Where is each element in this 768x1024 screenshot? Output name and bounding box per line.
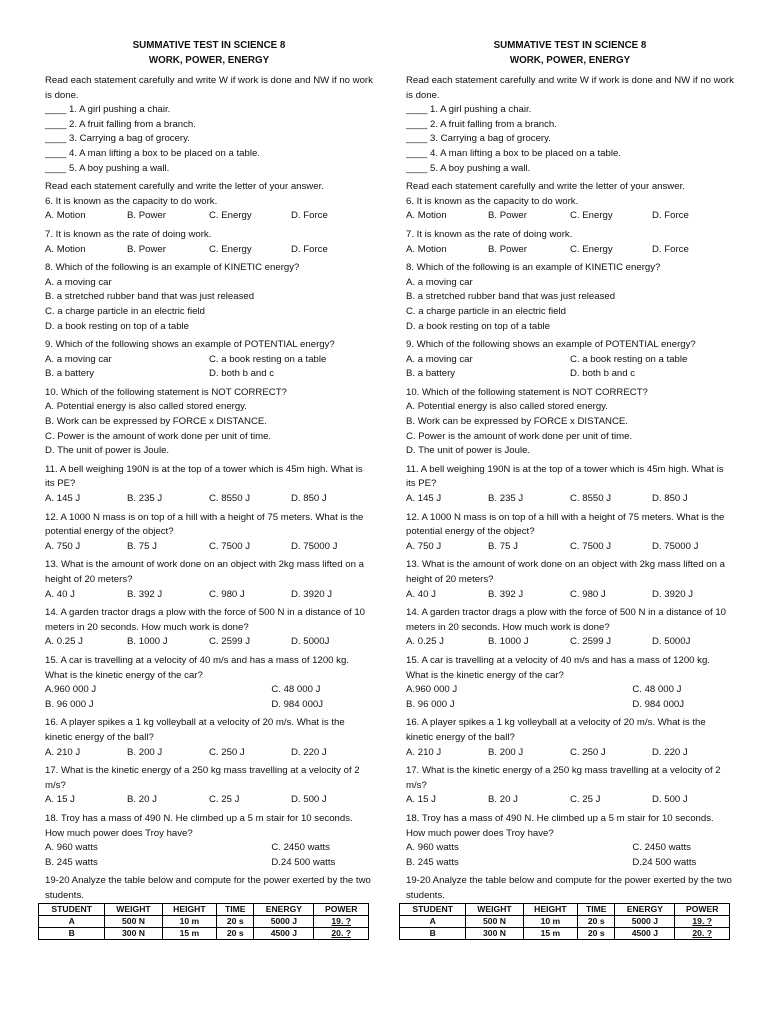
question-9: 9. Which of the following shows an example of POTENTIAL energy? xyxy=(45,339,335,351)
question-11: 11. A bell weighing 190N is at the top of a tower which is 45m high. What is its PE? xyxy=(45,463,363,490)
section1-item: ____ 3. Carrying a bag of grocery. xyxy=(45,133,190,145)
table-cell: 10 m xyxy=(523,916,578,928)
section1-item: ____ 1. A girl pushing a chair. xyxy=(406,104,532,116)
option: C. a charge particle in an electric field xyxy=(406,305,566,317)
question-14-options xyxy=(406,635,734,650)
section1-item: ____ 4. A man lifting a box to be placed on a table. xyxy=(45,147,260,159)
option: A. 960 watts xyxy=(406,842,459,854)
option: C. 8550 J xyxy=(570,493,612,505)
option: C. 2450 watts xyxy=(271,842,330,854)
option: A. 15 J xyxy=(406,794,436,806)
option: C. Energy xyxy=(570,243,613,255)
table-cell: 5000 J xyxy=(254,916,314,928)
option: D. both b and c xyxy=(570,368,636,380)
question-15-options-row2 xyxy=(406,698,734,713)
table-cell: 4500 J xyxy=(615,928,675,940)
question-9-options-row1 xyxy=(406,353,734,368)
option: C. 48 000 J xyxy=(271,684,321,696)
option: B. a stretched rubber band that was just released xyxy=(45,291,255,303)
question-16: 16. A player spikes a 1 kg volleyball at a velocity of 20 m/s. What is the kinetic energy of the ball? xyxy=(45,717,345,743)
table-header: HEIGHT xyxy=(162,904,217,916)
option: C. 25 J xyxy=(570,794,601,806)
option: D. 984 000J xyxy=(632,698,685,710)
option: D. 220 J xyxy=(652,746,688,758)
table-header: STUDENT xyxy=(39,904,105,916)
section1-item: ____ 5. A boy pushing a wall. xyxy=(45,162,170,174)
option: D. 500 J xyxy=(652,794,688,806)
option: B. a stretched rubber band that was just released xyxy=(406,291,616,303)
option: B. 200 J xyxy=(127,746,163,758)
table-cell: 20 s xyxy=(217,916,254,928)
option: B. Work can be expressed by FORCE x DISTANCE. xyxy=(45,416,267,428)
table-header: STUDENT xyxy=(400,904,466,916)
section1-item: ____ 2. A fruit falling from a branch. xyxy=(406,118,557,130)
question-14: 14. A garden tractor drags a plow with the force of 500 N in a distance of 10 meters in 20 seconds. How much work is done? xyxy=(406,607,726,633)
section1-item: ____ 5. A boy pushing a wall. xyxy=(406,162,531,174)
option: A. 40 J xyxy=(45,588,75,600)
table-cell: B xyxy=(39,928,105,940)
test-subtitle: WORK, POWER, ENERGY xyxy=(509,55,631,66)
option: B. Work can be expressed by FORCE x DISTANCE. xyxy=(406,416,628,428)
option: C. Energy xyxy=(570,210,613,222)
question-15-options-row1 xyxy=(45,683,373,698)
option: B. a battery xyxy=(406,368,456,380)
test-title: SUMMATIVE TEST IN SCIENCE 8 xyxy=(493,40,647,51)
option: D. both b and c xyxy=(209,368,275,380)
section2-instruction: Read each statement carefully and write the letter of your answer. xyxy=(45,181,324,193)
question-9-options-row2 xyxy=(406,367,734,382)
option: D. 3920 J xyxy=(652,588,694,600)
table-row xyxy=(39,928,369,940)
option: D. a book resting on top of a table xyxy=(45,320,189,332)
option: A. 960 watts xyxy=(45,842,98,854)
option: B. 96 000 J xyxy=(45,698,94,710)
table-cell: 5000 J xyxy=(615,916,675,928)
option: D. 984 000J xyxy=(271,698,324,710)
option: A. 210 J xyxy=(45,746,81,758)
question-14-options xyxy=(45,635,373,650)
option: D. 75000 J xyxy=(291,540,338,552)
table-cell: 500 N xyxy=(105,916,162,928)
option: A. 145 J xyxy=(45,493,81,505)
option: C. 25 J xyxy=(209,794,240,806)
option: B. 20 J xyxy=(488,794,518,806)
option: B. 235 J xyxy=(488,493,524,505)
option: C. 7500 J xyxy=(570,540,612,552)
option: C. a book resting on a table xyxy=(209,353,327,365)
option: A. a moving car xyxy=(45,276,112,288)
question-15: 15. A car is travelling at a velocity of 40 m/s and has a mass of 1200 kg. What is the kinetic energy of the car? xyxy=(406,654,710,681)
question-8: 8. Which of the following is an example of KINETIC energy? xyxy=(406,262,661,274)
table-row xyxy=(400,916,730,928)
question-17: 17. What is the kinetic energy of a 250 kg mass travelling at a velocity of 2 m/s? xyxy=(406,765,721,791)
option: A. 145 J xyxy=(406,493,442,505)
option: A. Motion xyxy=(45,210,86,222)
option: A. 0.25 J xyxy=(406,636,444,648)
option: A. a moving car xyxy=(406,353,473,365)
question-16: 16. A player spikes a 1 kg volleyball at a velocity of 20 m/s. What is the kinetic energy of the ball? xyxy=(406,717,706,743)
table-cell: 20 s xyxy=(217,928,254,940)
question-16-options xyxy=(406,746,734,761)
table-cell: B xyxy=(400,928,466,940)
option: D. 500 J xyxy=(291,794,327,806)
table-row xyxy=(400,928,730,940)
option: D. 5000J xyxy=(652,636,691,648)
option: C. 980 J xyxy=(209,588,245,600)
question-17-options xyxy=(45,793,373,808)
table-cell: A xyxy=(39,916,105,928)
table-cell: 300 N xyxy=(466,928,523,940)
option: D. Force xyxy=(652,210,689,222)
question-17-options xyxy=(406,793,734,808)
option: B. Power xyxy=(488,210,527,222)
question-17: 17. What is the kinetic energy of a 250 kg mass travelling at a velocity of 2 m/s? xyxy=(45,765,360,791)
question-16-options xyxy=(45,746,373,761)
table-header: TIME xyxy=(578,904,615,916)
table-header: POWER xyxy=(675,904,730,916)
option: A. 210 J xyxy=(406,746,442,758)
option: B. 245 watts xyxy=(45,856,98,868)
table-header-row xyxy=(39,904,369,916)
question-7: 7. It is known as the rate of doing work. xyxy=(406,228,573,240)
option: D. 220 J xyxy=(291,746,327,758)
question-12-options xyxy=(406,540,734,555)
question-12: 12. A 1000 N mass is on top of a hill with a height of 75 meters. What is the potential energy of the object? xyxy=(45,511,364,538)
option: C. a charge particle in an electric field xyxy=(45,305,205,317)
question-6: 6. It is known as the capacity to do work. xyxy=(406,195,579,207)
option: B. 20 J xyxy=(127,794,157,806)
table-cell: 15 m xyxy=(162,928,217,940)
option: B. Power xyxy=(127,210,166,222)
option: A. 750 J xyxy=(45,540,81,552)
option: D.24 500 watts xyxy=(271,856,336,868)
table-header: ENERGY xyxy=(254,904,314,916)
option: D. Force xyxy=(652,243,689,255)
question-12-options xyxy=(45,540,373,555)
question-19-20: 19-20 Analyze the table below and compute for the power exerted by the two students. xyxy=(406,875,732,901)
option: D. 5000J xyxy=(291,636,330,648)
option: B. 392 J xyxy=(127,588,163,600)
option: B. 75 J xyxy=(127,540,157,552)
test-column-right xyxy=(406,38,734,940)
option: D. The unit of power is Joule. xyxy=(45,445,170,457)
option: A. Motion xyxy=(406,243,447,255)
table-cell: 500 N xyxy=(466,916,523,928)
question-18-options-row2 xyxy=(406,856,734,871)
question-18: 18. Troy has a mass of 490 N. He climbed up a 5 m stair for 10 seconds. How much power does Troy have? xyxy=(406,812,714,839)
option: D. 850 J xyxy=(291,493,327,505)
student-power-table xyxy=(38,903,369,940)
section1-instruction: Read each statement carefully and write W if work is done and NW if no work is done. xyxy=(406,75,734,101)
section1-item: ____ 4. A man lifting a box to be placed on a table. xyxy=(406,147,621,159)
option: D. 850 J xyxy=(652,493,688,505)
option: C. 2450 watts xyxy=(632,842,691,854)
table-header-row xyxy=(400,904,730,916)
question-18: 18. Troy has a mass of 490 N. He climbed up a 5 m stair for 10 seconds. How much power does Troy have? xyxy=(45,812,353,839)
table-row xyxy=(39,916,369,928)
section1-item: ____ 2. A fruit falling from a branch. xyxy=(45,118,196,130)
question-8: 8. Which of the following is an example of KINETIC energy? xyxy=(45,262,300,274)
question-15-options-row2 xyxy=(45,698,373,713)
test-title: SUMMATIVE TEST IN SCIENCE 8 xyxy=(132,40,286,51)
section1-instruction: Read each statement carefully and write W if work is done and NW if no work is done. xyxy=(45,75,373,101)
option: C. 980 J xyxy=(570,588,606,600)
question-11: 11. A bell weighing 190N is at the top of a tower which is 45m high. What is its PE? xyxy=(406,463,724,490)
option: D. 75000 J xyxy=(652,540,699,552)
option: C. 2599 J xyxy=(209,636,251,648)
question-9-options-row1 xyxy=(45,353,373,368)
question-18-options-row2 xyxy=(45,856,373,871)
question-12: 12. A 1000 N mass is on top of a hill with a height of 75 meters. What is the potential energy of the object? xyxy=(406,511,725,538)
option: C. 7500 J xyxy=(209,540,251,552)
question-9: 9. Which of the following shows an example of POTENTIAL energy? xyxy=(406,339,696,351)
question-7-options xyxy=(406,243,734,258)
table-cell: 10 m xyxy=(162,916,217,928)
table-cell: 20 s xyxy=(578,928,615,940)
question-13: 13. What is the amount of work done on an object with 2kg mass lifted on a height of 20 meters? xyxy=(406,559,725,585)
option: A. a moving car xyxy=(45,353,112,365)
option: C. Energy xyxy=(209,243,252,255)
question-13-options xyxy=(45,588,373,603)
question-10: 10. Which of the following statement is NOT CORRECT? xyxy=(45,386,287,398)
option: C. Energy xyxy=(209,210,252,222)
question-13-options xyxy=(406,588,734,603)
question-6-options xyxy=(406,209,734,224)
table-header: WEIGHT xyxy=(466,904,523,916)
question-13: 13. What is the amount of work done on an object with 2kg mass lifted on a height of 20 meters? xyxy=(45,559,364,585)
option: A. Motion xyxy=(406,210,447,222)
option: B. 200 J xyxy=(488,746,524,758)
option: D. a book resting on top of a table xyxy=(406,320,550,332)
option: B. 245 watts xyxy=(406,856,459,868)
question-7: 7. It is known as the rate of doing work. xyxy=(45,228,212,240)
table-header: POWER xyxy=(314,904,369,916)
option: C. 48 000 J xyxy=(632,684,682,696)
option: B. Power xyxy=(127,243,166,255)
option: A. Potential energy is also called stored energy. xyxy=(45,401,247,413)
option: A.960 000 J xyxy=(45,684,97,696)
question-9-options-row2 xyxy=(45,367,373,382)
option: A. 15 J xyxy=(45,794,75,806)
option: D. Force xyxy=(291,243,328,255)
option: B. 235 J xyxy=(127,493,163,505)
option: A. 0.25 J xyxy=(45,636,83,648)
question-11-options xyxy=(45,492,373,507)
student-power-table xyxy=(399,903,730,940)
option: A. 750 J xyxy=(406,540,442,552)
option: B. 75 J xyxy=(488,540,518,552)
question-11-options xyxy=(406,492,734,507)
option: A. 40 J xyxy=(406,588,436,600)
question-7-options xyxy=(45,243,373,258)
option: C. 8550 J xyxy=(209,493,251,505)
question-10: 10. Which of the following statement is NOT CORRECT? xyxy=(406,386,648,398)
question-14: 14. A garden tractor drags a plow with the force of 500 N in a distance of 10 meters in 20 seconds. How much work is done? xyxy=(45,607,365,633)
option: B. 1000 J xyxy=(127,636,168,648)
question-15: 15. A car is travelling at a velocity of 40 m/s and has a mass of 1200 kg. What is the kinetic energy of the car? xyxy=(45,654,349,681)
option: D.24 500 watts xyxy=(632,856,697,868)
question-15-options-row1 xyxy=(406,683,734,698)
table-cell: 20. ? xyxy=(314,928,369,940)
option: A.960 000 J xyxy=(406,684,458,696)
option: A. a moving car xyxy=(406,276,473,288)
table-cell: 15 m xyxy=(523,928,578,940)
option: D. 3920 J xyxy=(291,588,333,600)
section1-item: ____ 3. Carrying a bag of grocery. xyxy=(406,133,551,145)
table-header: ENERGY xyxy=(615,904,675,916)
table-cell: 4500 J xyxy=(254,928,314,940)
option: C. 2599 J xyxy=(570,636,612,648)
table-header: TIME xyxy=(217,904,254,916)
table-cell: 20. ? xyxy=(675,928,730,940)
question-19-20: 19-20 Analyze the table below and compute for the power exerted by the two students. xyxy=(45,875,371,901)
table-header: HEIGHT xyxy=(523,904,578,916)
section2-instruction: Read each statement carefully and write the letter of your answer. xyxy=(406,181,685,193)
option: B. 96 000 J xyxy=(406,698,455,710)
option: C. a book resting on a table xyxy=(570,353,688,365)
test-subtitle: WORK, POWER, ENERGY xyxy=(148,55,270,66)
table-header: WEIGHT xyxy=(105,904,162,916)
option: C. 250 J xyxy=(570,746,606,758)
option: B. 392 J xyxy=(488,588,524,600)
section1-item: ____ 1. A girl pushing a chair. xyxy=(45,104,171,116)
question-18-options-row1 xyxy=(45,841,373,856)
question-18-options-row1 xyxy=(406,841,734,856)
table-cell: A xyxy=(400,916,466,928)
option: D. Force xyxy=(291,210,328,222)
option: A. Motion xyxy=(45,243,86,255)
table-cell: 20 s xyxy=(578,916,615,928)
option: D. The unit of power is Joule. xyxy=(406,445,531,457)
table-cell: 19. ? xyxy=(675,916,730,928)
table-cell: 300 N xyxy=(105,928,162,940)
question-6: 6. It is known as the capacity to do work. xyxy=(45,195,218,207)
option: B. 1000 J xyxy=(488,636,529,648)
option: C. Power is the amount of work done per unit of time. xyxy=(45,430,272,442)
test-column-left xyxy=(45,38,373,940)
option: B. a battery xyxy=(45,368,95,380)
table-cell: 19. ? xyxy=(314,916,369,928)
option: A. Potential energy is also called stored energy. xyxy=(406,401,608,413)
option: B. Power xyxy=(488,243,527,255)
option: C. Power is the amount of work done per unit of time. xyxy=(406,430,633,442)
option: C. 250 J xyxy=(209,746,245,758)
question-6-options xyxy=(45,209,373,224)
